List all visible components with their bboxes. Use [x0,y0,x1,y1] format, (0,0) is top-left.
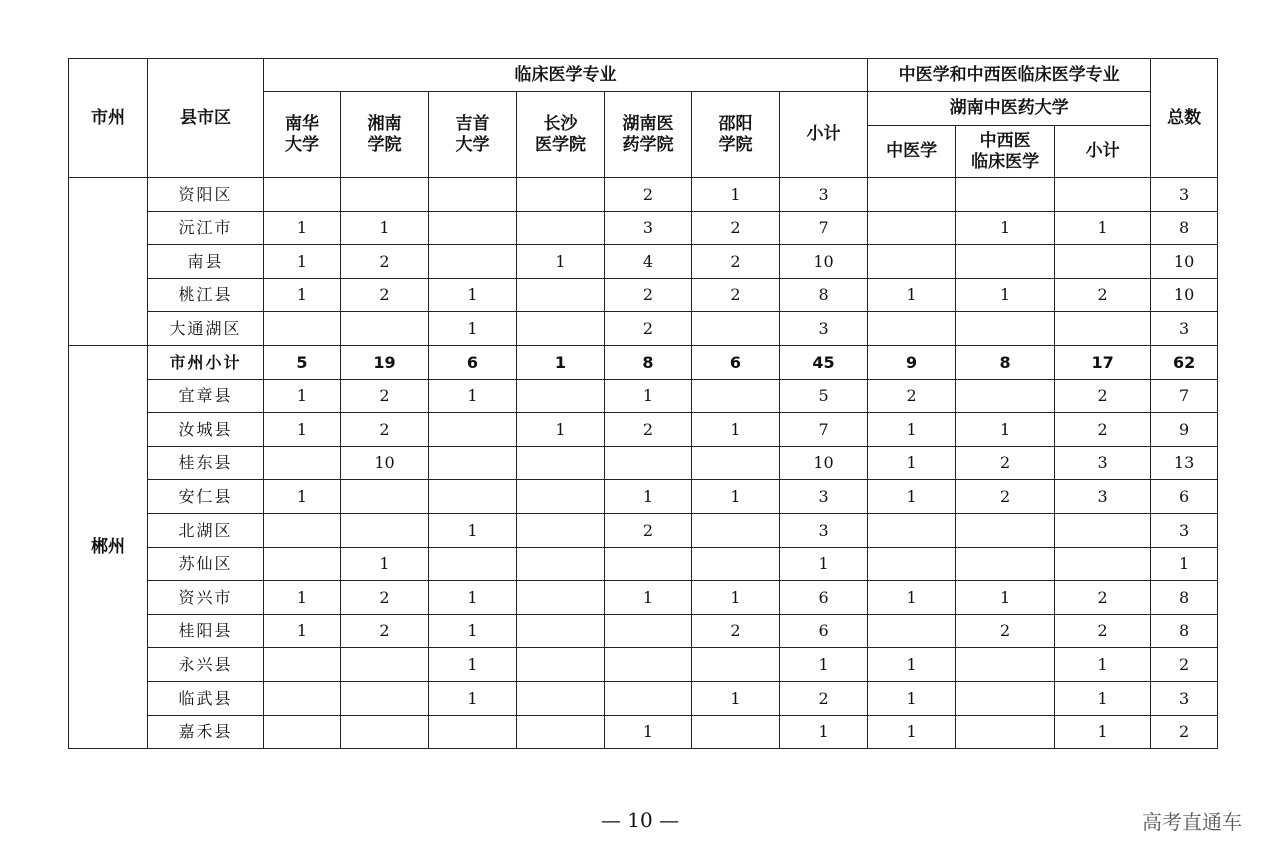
value-cell [517,178,605,212]
value-cell: 5 [264,345,341,379]
header-clinical-col-line: 学院 [367,134,402,155]
value-cell: 1 [517,245,605,279]
value-cell [264,446,341,480]
header-clinical-col-line: 药学院 [622,134,674,155]
header-clinical-col-line: 大学 [455,134,490,155]
value-cell: 1 [956,278,1055,312]
value-cell [1055,178,1151,212]
value-cell: 1 [264,278,341,312]
value-cell [1055,513,1151,547]
value-cell: 6 [1151,480,1218,514]
value-cell [429,178,517,212]
value-cell: 5 [780,379,868,413]
city-cell: 郴州 [69,345,148,748]
value-cell: 2 [605,278,692,312]
value-cell [1055,547,1151,581]
header-county: 县市区 [148,59,264,178]
value-cell [956,245,1055,279]
value-cell [868,245,956,279]
value-cell: 1 [692,480,780,514]
value-cell [264,648,341,682]
value-cell: 1 [341,211,429,245]
value-cell: 1 [605,379,692,413]
value-cell: 1 [868,681,956,715]
county-cell: 桂阳县 [148,614,264,648]
value-cell: 2 [868,379,956,413]
table-row [69,178,1218,212]
value-cell: 2 [780,681,868,715]
value-cell: 8 [1151,211,1218,245]
value-cell: 17 [1055,345,1151,379]
value-cell: 3 [780,480,868,514]
value-cell [517,547,605,581]
value-cell [429,446,517,480]
value-cell: 19 [341,345,429,379]
table-row [69,648,1218,682]
value-cell: 6 [780,581,868,615]
value-cell [429,480,517,514]
value-cell: 2 [341,379,429,413]
value-cell [692,446,780,480]
value-cell: 1 [780,715,868,749]
value-cell: 1 [429,513,517,547]
value-cell [264,312,341,346]
value-cell [517,211,605,245]
value-cell: 1 [1055,211,1151,245]
value-cell: 2 [605,413,692,447]
value-cell: 6 [692,345,780,379]
header-total: 总数 [1151,59,1218,178]
value-cell [605,648,692,682]
value-cell: 9 [868,345,956,379]
value-cell: 2 [956,446,1055,480]
county-cell: 苏仙区 [148,547,264,581]
value-cell [956,547,1055,581]
value-cell [429,715,517,749]
header-clinical-col-line: 邵阳 [718,114,753,135]
value-cell: 1 [692,178,780,212]
value-cell [341,480,429,514]
header-clinical-col [517,92,605,178]
value-cell: 1 [692,413,780,447]
header-tcm-col-line: 小计 [1085,141,1120,162]
header-tcm-col [956,126,1055,178]
value-cell [605,681,692,715]
value-cell: 2 [1055,379,1151,413]
header-clinical-col-line: 湖南医 [622,114,674,135]
value-cell [956,379,1055,413]
value-cell [517,312,605,346]
county-cell: 市州小计 [148,345,264,379]
header-clinical-col [692,92,780,178]
value-cell [517,715,605,749]
table-row [69,379,1218,413]
value-cell: 10 [341,446,429,480]
table-row [69,681,1218,715]
county-cell: 汝城县 [148,413,264,447]
table-body [69,178,1218,749]
county-cell: 宜章县 [148,379,264,413]
table-row [69,211,1218,245]
header-clinical-col [264,92,341,178]
county-cell: 南县 [148,245,264,279]
value-cell [605,547,692,581]
value-cell: 3 [1055,480,1151,514]
table-row [69,446,1218,480]
table-row [69,312,1218,346]
value-cell: 10 [1151,245,1218,279]
value-cell: 1 [1055,715,1151,749]
county-cell: 嘉禾县 [148,715,264,749]
value-cell [517,513,605,547]
value-cell [868,211,956,245]
value-cell: 13 [1151,446,1218,480]
value-cell: 1 [429,614,517,648]
value-cell: 1 [429,312,517,346]
value-cell [341,178,429,212]
county-cell: 资阳区 [148,178,264,212]
value-cell: 7 [1151,379,1218,413]
value-cell: 1 [264,413,341,447]
value-cell: 2 [692,614,780,648]
value-cell: 3 [1151,681,1218,715]
value-cell: 1 [1055,681,1151,715]
header-clinical-col [605,92,692,178]
table-row [69,413,1218,447]
value-cell: 1 [868,446,956,480]
value-cell: 3 [1151,178,1218,212]
value-cell: 1 [264,480,341,514]
value-cell [605,614,692,648]
table-row [69,547,1218,581]
value-cell: 7 [780,211,868,245]
value-cell [341,681,429,715]
header-tcm-university: 湖南中医药大学 [868,92,1151,126]
value-cell [517,446,605,480]
value-cell [517,614,605,648]
value-cell: 1 [264,245,341,279]
value-cell: 1 [264,379,341,413]
value-cell: 1 [341,547,429,581]
county-cell: 资兴市 [148,581,264,615]
value-cell: 3 [605,211,692,245]
table-row [69,581,1218,615]
header-clinical-group: 临床医学专业 [264,59,868,92]
county-cell: 桃江县 [148,278,264,312]
value-cell: 2 [692,211,780,245]
value-cell [341,513,429,547]
county-cell: 安仁县 [148,480,264,514]
value-cell [956,178,1055,212]
value-cell: 1 [429,581,517,615]
value-cell [264,513,341,547]
value-cell: 2 [341,245,429,279]
value-cell: 2 [1055,614,1151,648]
value-cell: 1 [956,413,1055,447]
value-cell [868,614,956,648]
value-cell: 1 [605,480,692,514]
value-cell [264,178,341,212]
value-cell: 3 [1055,446,1151,480]
value-cell: 8 [1151,581,1218,615]
value-cell: 1 [429,648,517,682]
county-cell: 永兴县 [148,648,264,682]
header-city: 市州 [69,59,148,178]
header-tcm-col-line: 中医学 [886,141,938,162]
value-cell [264,681,341,715]
value-cell [868,513,956,547]
header-tcm-col [1055,126,1151,178]
value-cell: 1 [264,211,341,245]
county-cell: 桂东县 [148,446,264,480]
table-row [69,513,1218,547]
header-clinical-col-line: 学院 [718,134,753,155]
header-clinical-col-line: 小计 [806,124,841,145]
header-tcm-col-line: 临床医学 [971,151,1040,172]
value-cell: 2 [692,278,780,312]
value-cell [692,648,780,682]
value-cell [956,648,1055,682]
value-cell: 8 [780,278,868,312]
header-clinical-col-line: 吉首 [455,114,490,135]
value-cell: 2 [341,278,429,312]
value-cell: 1 [1151,547,1218,581]
value-cell: 62 [1151,345,1218,379]
value-cell: 1 [868,648,956,682]
value-cell: 10 [1151,278,1218,312]
value-cell: 3 [780,513,868,547]
watermark-text: 高考直通车 [1142,810,1242,834]
value-cell: 2 [692,245,780,279]
value-cell: 2 [1055,278,1151,312]
value-cell: 1 [692,581,780,615]
value-cell: 1 [605,715,692,749]
value-cell [605,446,692,480]
value-cell [956,681,1055,715]
value-cell: 7 [780,413,868,447]
value-cell: 1 [868,278,956,312]
value-cell: 1 [868,413,956,447]
value-cell: 1 [429,278,517,312]
header-clinical-col-line: 南华 [285,114,319,135]
value-cell: 1 [429,379,517,413]
county-cell: 沅江市 [148,211,264,245]
value-cell: 1 [956,211,1055,245]
value-cell: 8 [956,345,1055,379]
value-cell: 6 [429,345,517,379]
header-clinical-col-line: 湘南 [367,114,402,135]
header-clinical-col [780,92,868,178]
value-cell [1055,312,1151,346]
value-cell [868,547,956,581]
header-clinical-col [341,92,429,178]
value-cell [341,648,429,682]
value-cell [692,547,780,581]
page-number: — 10 — [600,808,680,832]
table-row [69,245,1218,279]
value-cell: 1 [780,547,868,581]
value-cell: 1 [692,681,780,715]
value-cell [517,648,605,682]
value-cell: 3 [1151,513,1218,547]
subtotal-row [69,345,1218,379]
header-clinical-col-line: 长沙 [543,114,578,135]
header-tcm-group: 中医学和中西医临床医学专业 [868,59,1151,92]
value-cell: 1 [780,648,868,682]
value-cell [429,245,517,279]
value-cell: 3 [1151,312,1218,346]
value-cell [956,513,1055,547]
value-cell: 1 [605,581,692,615]
value-cell: 1 [868,581,956,615]
value-cell [956,312,1055,346]
value-cell [517,278,605,312]
city-cell [69,178,148,346]
value-cell: 2 [605,178,692,212]
header-clinical-col [429,92,517,178]
value-cell: 1 [517,413,605,447]
value-cell: 8 [1151,614,1218,648]
value-cell: 2 [605,513,692,547]
value-cell: 2 [1055,413,1151,447]
value-cell [692,715,780,749]
value-cell: 2 [341,581,429,615]
value-cell [517,379,605,413]
value-cell [868,178,956,212]
table-row [69,278,1218,312]
value-cell: 9 [1151,413,1218,447]
table-header [69,59,1218,178]
value-cell: 1 [1055,648,1151,682]
value-cell: 1 [956,581,1055,615]
value-cell: 1 [429,681,517,715]
value-cell: 2 [341,614,429,648]
county-cell: 北湖区 [148,513,264,547]
value-cell: 1 [868,480,956,514]
table-row [69,614,1218,648]
county-cell: 临武县 [148,681,264,715]
header-clinical-col-line: 医学院 [535,134,586,155]
header-tcm-col [868,126,956,178]
value-cell [956,715,1055,749]
value-cell: 2 [956,614,1055,648]
value-cell: 2 [341,413,429,447]
value-cell [429,211,517,245]
value-cell: 3 [780,312,868,346]
value-cell: 10 [780,245,868,279]
value-cell: 4 [605,245,692,279]
value-cell: 2 [956,480,1055,514]
value-cell [264,547,341,581]
county-cell: 大通湖区 [148,312,264,346]
value-cell: 1 [517,345,605,379]
value-cell [692,513,780,547]
value-cell [517,480,605,514]
table-row [69,480,1218,514]
value-cell [341,715,429,749]
value-cell: 1 [264,614,341,648]
value-cell: 1 [264,581,341,615]
value-cell: 45 [780,345,868,379]
value-cell [429,547,517,581]
value-cell [692,379,780,413]
value-cell: 1 [868,715,956,749]
value-cell [341,312,429,346]
value-cell: 3 [780,178,868,212]
value-cell [517,681,605,715]
value-cell: 8 [605,345,692,379]
value-cell: 2 [1151,648,1218,682]
value-cell [868,312,956,346]
value-cell: 2 [605,312,692,346]
value-cell: 2 [1055,581,1151,615]
header-tcm-col-line: 中西医 [979,131,1031,152]
value-cell [1055,245,1151,279]
value-cell: 2 [1151,715,1218,749]
header-clinical-col-line: 大学 [285,134,319,155]
table-row [69,715,1218,749]
value-cell: 10 [780,446,868,480]
quota-table [68,58,1218,749]
value-cell [264,715,341,749]
value-cell [429,413,517,447]
value-cell [517,581,605,615]
value-cell: 6 [780,614,868,648]
value-cell [692,312,780,346]
